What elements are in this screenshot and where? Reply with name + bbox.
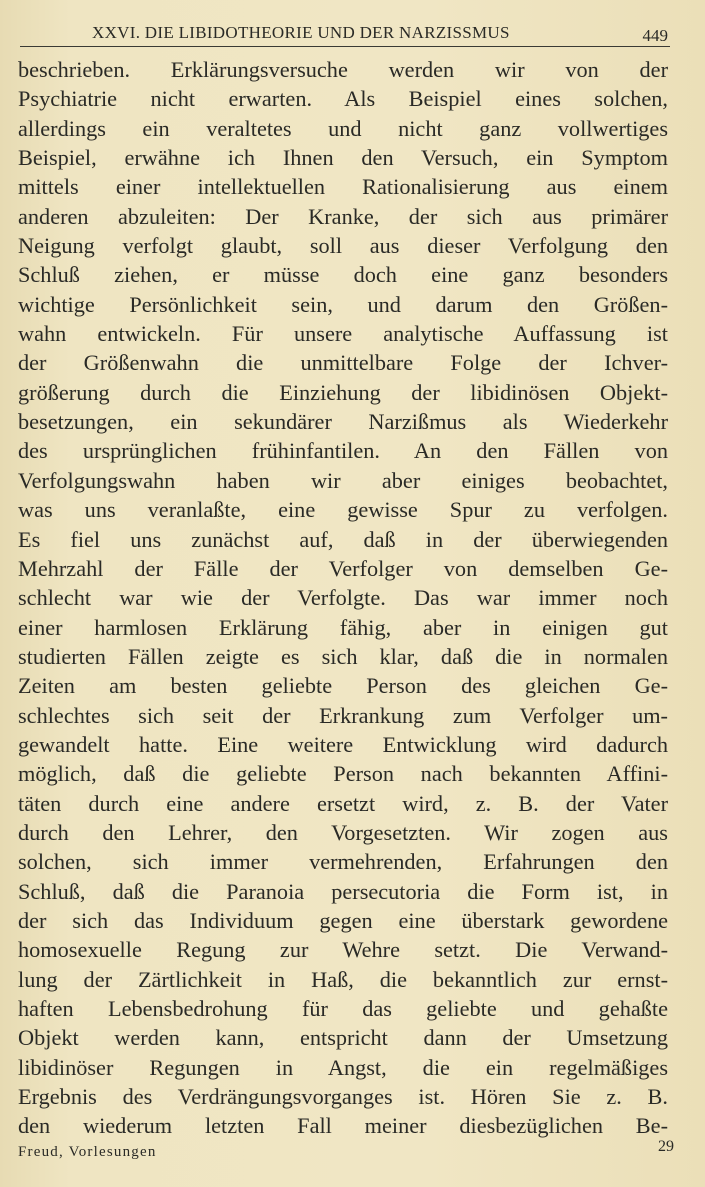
text-line: schlechtes sich seit der Erkrankung zum Verfolger um- (18, 702, 668, 728)
sheet-number: 29 (658, 1138, 674, 1155)
text-line: den wiederum letzten Fall meiner diesbezüglichen Be- (18, 1113, 668, 1139)
text-line: wahn entwickeln. Für unsere analytische Auffassung ist (18, 321, 668, 347)
text-line: solchen, sich immer vermehrenden, Erfahrungen den (18, 849, 668, 875)
text-line: Beispiel, erwähne ich Ihnen den Versuch, ein Symptom (18, 145, 668, 171)
text-line: libidinöser Regungen in Angst, die ein regelmäßiges (18, 1054, 668, 1080)
text-line: der Größenwahn die unmittelbare Folge der Ichver- (18, 350, 668, 376)
text-line: lung der Zärtlichkeit in Haß, die bekanntlich zur ernst- (18, 966, 668, 992)
text-line: schlecht war wie der Verfolgte. Das war immer noch (18, 585, 668, 611)
text-line: Zeiten am besten geliebte Person des gleichen Ge- (18, 673, 668, 699)
text-line: durch den Lehrer, den Vorgesetzten. Wir zogen aus (18, 819, 668, 845)
text-line: Objekt werden kann, entspricht dann der Umsetzung (18, 1025, 668, 1051)
text-line: mittels einer intellektuellen Rationalisierung aus einem (18, 174, 668, 200)
text-line: größerung durch die Einziehung der libidinösen Objekt- (18, 379, 668, 405)
text-line: möglich, daß die geliebte Person nach bekannten Affini- (18, 761, 668, 787)
text-line: haften Lebensbedrohung für das geliebte und gehaßte (18, 996, 668, 1021)
text-line: homosexuelle Regung zur Wehre setzt. Die Verwand- (18, 937, 668, 963)
running-title: XXVI. DIE LIBIDOTHEORIE UND DER NARZISSMUS (92, 23, 510, 42)
text-line: Ergebnis des Verdrängungsvorganges ist. Hören Sie z. B. (18, 1084, 668, 1110)
text-line: Psychiatrie nicht erwarten. Als Beispiel eines solchen, (18, 86, 668, 112)
text-line: täten durch eine andere ersetzt wird, z. B. der Vater (18, 790, 668, 816)
signature-line: Freud, Vorlesungen (18, 1144, 157, 1160)
text-line: allerdings ein veraltetes und nicht ganz vollwertiges (18, 115, 668, 141)
page-footer (18, 1138, 674, 1166)
text-line: anderen abzuleiten: Der Kranke, der sich aus primärer (18, 203, 668, 229)
text-line: wichtige Persönlichkeit sein, und darum den Größen- (18, 291, 668, 317)
text-line: Schluß ziehen, er müsse doch eine ganz besonders (18, 262, 668, 288)
text-line: Schluß, daß die Paranoia persecutoria die Form ist, in (18, 878, 668, 904)
text-line: des ursprünglichen frühinfantilen. An den Fällen von (18, 438, 668, 464)
text-line: der sich das Individuum gegen eine überstark gewordene (18, 907, 668, 933)
text-line: Neigung verfolgt glaubt, soll aus dieser Verfolgung den (18, 233, 668, 259)
text-line: Es fiel uns zunächst auf, daß in der überwiegenden (18, 526, 668, 552)
body-text (18, 55, 668, 1141)
page-number: 449 (642, 26, 668, 45)
text-line: was uns veranlaßte, eine gewisse Spur zu verfolgen. (18, 497, 668, 523)
running-head (20, 22, 670, 47)
text-line: einer harmlosen Erklärung fähig, aber in einigen gut (18, 614, 668, 640)
text-line: Mehrzahl der Fälle der Verfolger von demselben Ge- (18, 555, 668, 581)
text-line: beschrieben. Erklärungsversuche werden wir von der (18, 57, 668, 82)
text-line: besetzungen, ein sekundärer Narzißmus als Wiederkehr (18, 409, 668, 435)
text-line: studierten Fällen zeigte es sich klar, daß die in normalen (18, 643, 668, 669)
text-line: gewandelt hatte. Eine weitere Entwicklung wird dadurch (18, 731, 668, 757)
text-line: Verfolgungswahn haben wir aber einiges beobachtet, (18, 467, 668, 493)
